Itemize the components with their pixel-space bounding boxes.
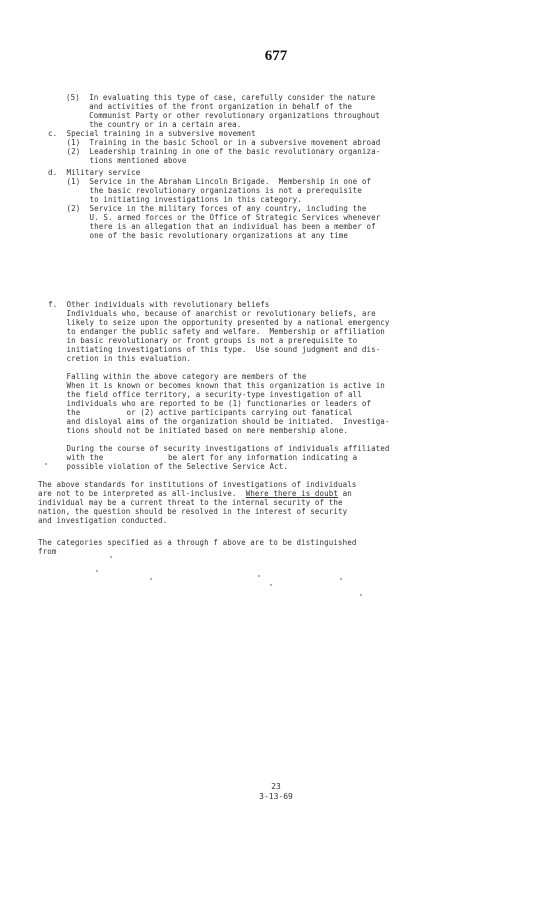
categories-line: The categories specified as a through f above are to be distinguished: [38, 538, 357, 547]
standards-text: are not to be interpreted as all-inclusive.: [38, 489, 246, 498]
scan-speck: [45, 463, 47, 465]
section-f-line: likely to seize upon the opportunity presented by a national emergency: [48, 318, 390, 327]
section-d-line: (1) Service in the Abraham Lincoln Brigade. Membership in one of: [48, 177, 372, 186]
section-d-line: one of the basic revolutionary organizations at any time: [48, 231, 348, 240]
section-f-line: Individuals who, because of anarchist or revolutionary beliefs, are: [48, 309, 376, 318]
section-c-line: tions mentioned above: [48, 156, 187, 165]
section-f-line: the or (2) active participants carrying out fanatical: [48, 408, 353, 417]
item-5-line: and activities of the front organization in behalf of the: [66, 102, 353, 111]
section-f-line: to endanger the public safety and welfare. Membership or affiliation: [48, 327, 385, 336]
scan-speck: [150, 578, 152, 580]
footer-date: 3-13-69: [259, 792, 293, 801]
standards-line: [38, 489, 352, 498]
section-f-line: and disloyal aims of the organization should be initiated. Investiga-: [48, 417, 390, 426]
section-d-line: (2) Service in the military forces of any country, including the: [48, 204, 367, 213]
standards-line: The above standards for institutions of investigations of individuals: [38, 480, 357, 489]
section-f-line: the field office territory, a security-type investigation of all: [48, 390, 362, 399]
section-f-line: When it is known or becomes known that this organization is active in: [48, 381, 385, 390]
standards-line: and investigation conducted.: [38, 516, 168, 525]
scan-speck: [340, 578, 342, 580]
section-f-line: with the be alert for any information indicating a: [48, 453, 358, 462]
categories-line: from: [38, 547, 57, 556]
scan-speck: [110, 556, 112, 558]
section-f-heading: f. Other individuals with revolutionary beliefs: [48, 300, 270, 309]
underlined-text: Where there is doubt: [245, 489, 339, 498]
section-c-heading: c. Special training in a subversive movement: [48, 129, 256, 138]
page-number: 677: [264, 48, 288, 64]
section-f-line: During the course of security investigations of individuals affiliated: [48, 444, 390, 453]
item-5-line: Communist Party or other revolutionary organizations throughout: [66, 111, 380, 120]
section-d-line: U. S. armed forces or the Office of Strategic Services whenever: [48, 213, 381, 222]
section-f-line: possible violation of the Selective Service Act.: [48, 462, 288, 471]
section-c-line: (2) Leadership training in one of the basic revolutionary organiza-: [48, 147, 381, 156]
item-5-line: the country or in a certain area.: [66, 120, 242, 129]
footer-page-number: 23: [271, 782, 281, 791]
section-f-line: individuals who are reported to be (1) functionaries or leaders of: [48, 399, 372, 408]
section-f-line: initiating investigations of this type. Use sound judgment and dis-: [48, 345, 381, 354]
standards-line: nation, the question should be resolved in the interest of security: [38, 507, 348, 516]
standards-line: individual may be a current threat to the internal security of the: [38, 498, 343, 507]
section-f-line: cretion in this evaluation.: [48, 354, 192, 363]
section-c-line: (1) Training in the basic School or in a subversive movement abroad: [48, 138, 381, 147]
section-f-line: tions should not be initiated based on mere membership alone.: [48, 426, 348, 435]
section-d-line: to initiating investigations in this category.: [48, 195, 302, 204]
section-d-line: the basic revolutionary organizations is not a prerequisite: [48, 186, 362, 195]
scan-speck: [270, 584, 272, 586]
section-d-heading: d. Military service: [48, 168, 141, 177]
standards-text: an: [338, 489, 352, 498]
section-f-line: Falling within the above category are members of the: [48, 372, 307, 381]
section-d-line: there is an allegation that an individual has been a member of: [48, 222, 376, 231]
section-f-line: in basic revolutionary or front groups is not a prerequisite to: [48, 336, 358, 345]
item-5-line: (5) In evaluating this type of case, carefully consider the nature: [66, 93, 376, 102]
scan-speck: [360, 594, 362, 596]
scan-speck: [96, 570, 98, 572]
scan-speck: [258, 575, 260, 577]
